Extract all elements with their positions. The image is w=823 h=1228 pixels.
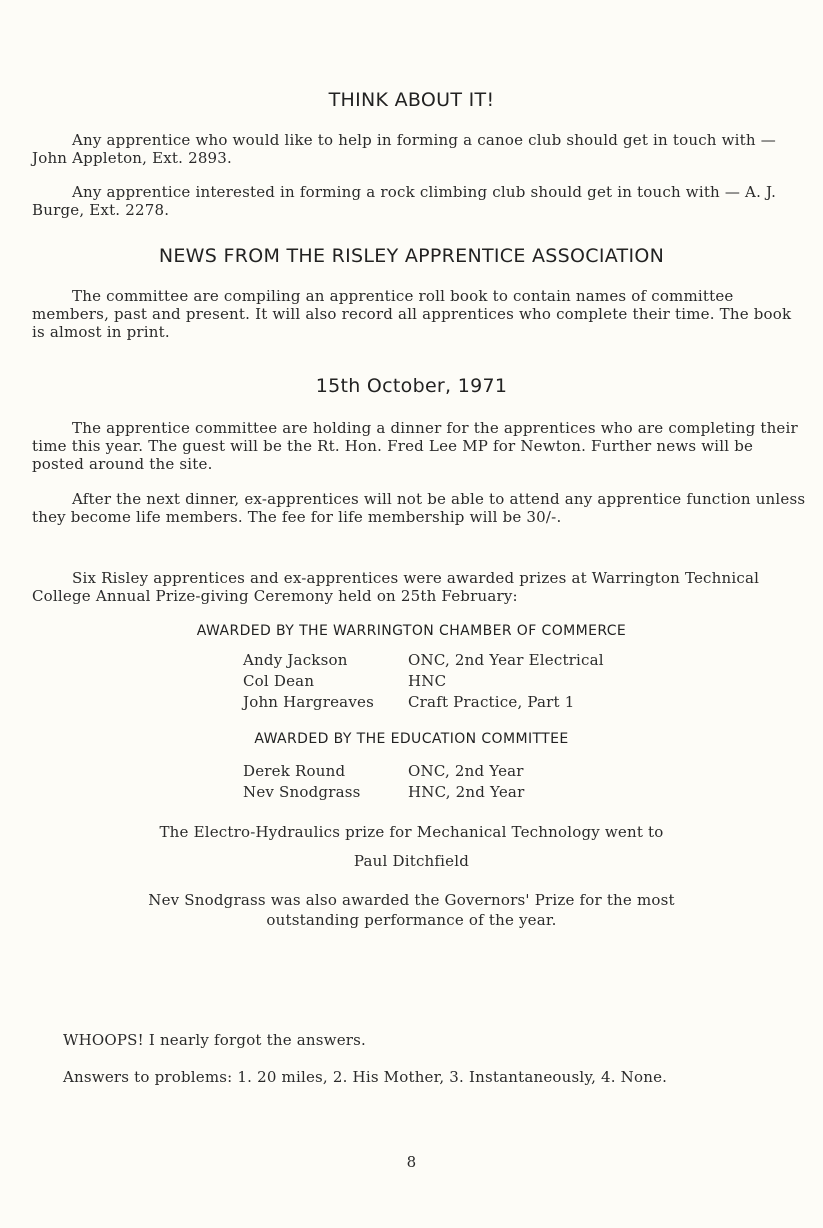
award-row	[0, 782, 823, 802]
answers-line: Answers to problems: 1. 20 miles, 2. His Mother, 3. Instantaneously, 4. None.	[63, 1068, 668, 1086]
award-name: John Hargreaves	[243, 693, 374, 711]
award-row	[0, 761, 823, 781]
award-name: Derek Round	[243, 762, 346, 780]
electro-hydraulics-line: The Electro-Hydraulics prize for Mechanical Technology went to	[159, 823, 664, 841]
awards-group2-title: AWARDED BY THE EDUCATION COMMITTEE	[254, 731, 569, 747]
whoops-line: WHOOPS! I nearly forgot the answers.	[63, 1031, 367, 1049]
awards-group1-title: AWARDED BY THE WARRINGTON CHAMBER OF COMMERCE	[196, 623, 627, 639]
paragraph-rock-climbing: Any apprentice interested in forming a rock climbing club should get in touch with — A. J. Burge, Ext. 2278.	[32, 183, 777, 219]
award-row	[0, 692, 823, 712]
award-name: Col Dean	[243, 672, 315, 690]
heading-think-about-it: THINK ABOUT IT!	[328, 89, 495, 111]
paragraph-life-members: After the next dinner, ex-apprentices will not be able to attend any apprentice function unless they become life members. The fee for life membership will be 30/-.	[32, 490, 806, 526]
paragraph-canoe-club: Any apprentice who would like to help in forming a canoe club should get in touch with — John Appleton, Ext. 2893.	[32, 131, 776, 167]
award-detail: HNC, 2nd Year	[408, 783, 525, 801]
governors-prize-line1: Nev Snodgrass was also awarded the Governors' Prize for the most	[148, 891, 675, 909]
award-row	[0, 671, 823, 691]
award-detail: Craft Practice, Part 1	[408, 693, 575, 711]
award-detail: HNC	[408, 672, 447, 690]
paragraph-roll-book: The committee are compiling an apprentice roll book to contain names of committee members, past and present. It will also record all apprentices who complete their time. The book is almost in print.	[32, 287, 792, 341]
award-row	[0, 650, 823, 670]
heading-risley-news: NEWS FROM THE RISLEY APPRENTICE ASSOCIATION	[158, 245, 665, 267]
award-name: Andy Jackson	[243, 651, 348, 669]
award-detail: ONC, 2nd Year	[408, 762, 524, 780]
award-name: Nev Snodgrass	[243, 783, 361, 801]
electro-hydraulics-winner: Paul Ditchfield	[353, 852, 470, 870]
page-number: 8	[406, 1153, 417, 1171]
governors-prize-line2: outstanding performance of the year.	[266, 911, 557, 929]
award-detail: ONC, 2nd Year Electrical	[408, 651, 604, 669]
heading-date: 15th October, 1971	[315, 375, 508, 397]
paragraph-dinner: The apprentice committee are holding a dinner for the apprentices who are completing their time this year. The guest will be the Rt. Hon. Fred Lee MP for Newton. Further news will be posted around the site.	[32, 419, 798, 473]
paragraph-prizes: Six Risley apprentices and ex-apprentices were awarded prizes at Warrington Technical College Annual Prize-giving Ceremony held on 25th February:	[32, 569, 760, 605]
